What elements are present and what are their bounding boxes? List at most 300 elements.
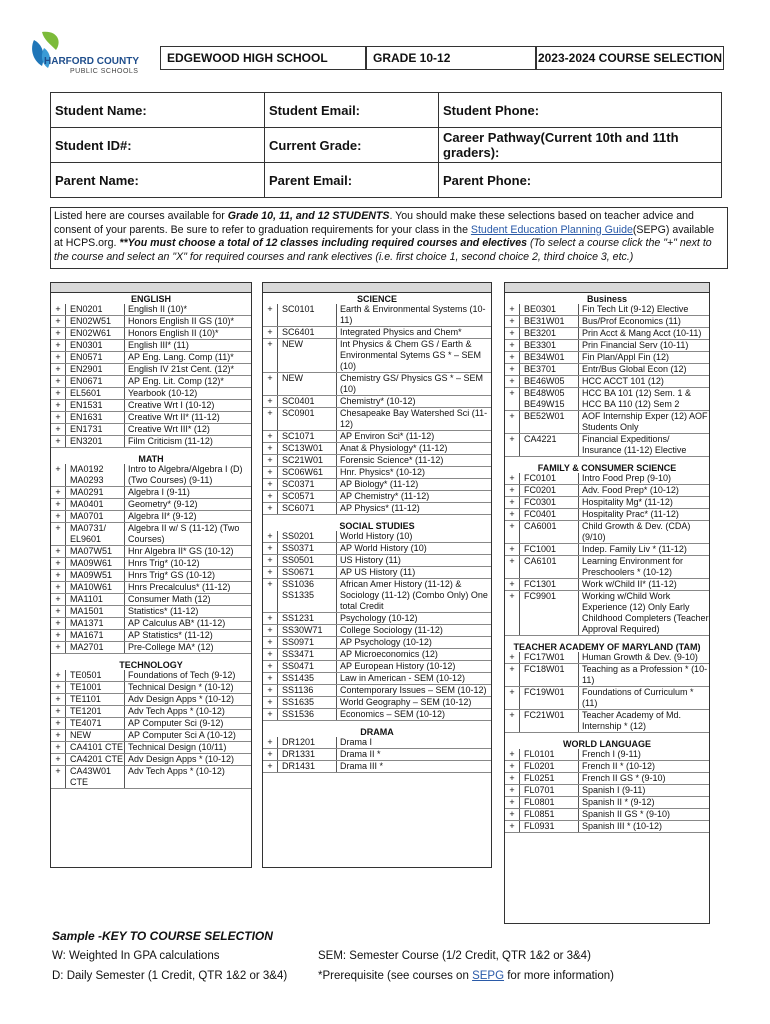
select-course-button[interactable]: + [51, 606, 66, 617]
select-course-button[interactable]: + [505, 340, 520, 351]
course-title: Indep. Family Liv * (11-12) [582, 544, 687, 554]
course-title: English III* (11) [128, 340, 189, 350]
course-title: Fin Plan/Appl Fin (12) [582, 352, 670, 362]
course-title: Algebra II* (9-12) [128, 511, 197, 521]
course-title: World History (10) [340, 531, 413, 541]
select-course-button[interactable]: + [505, 544, 520, 555]
key-title: Sample -KEY TO COURSE SELECTION [52, 929, 273, 943]
parent-phone-field[interactable]: Parent Phone: [439, 163, 722, 198]
select-course-button[interactable]: + [505, 664, 520, 686]
current-grade-field[interactable]: Current Grade: [265, 128, 439, 163]
course-title: Adv Tech Apps * (10-12) [128, 706, 225, 716]
course-code: EL5601 [66, 388, 125, 399]
select-course-button[interactable]: + [505, 749, 520, 760]
course-row [505, 340, 709, 352]
course-code: SS1136 [278, 685, 337, 696]
career-pathway-field[interactable]: Career Pathway(Current 10th and 11th graders): [439, 128, 722, 163]
course-title: Hospitality Mg* (11-12) [582, 497, 673, 507]
course-title: AP Psychology (10-12) [340, 637, 432, 647]
select-course-button[interactable]: + [505, 773, 520, 784]
course-title: HCC BA 101 (12) Sem. 1 & HCC BA 110 (12) Sem 2 [582, 388, 692, 409]
select-course-button[interactable]: + [263, 408, 278, 430]
select-course-button[interactable]: + [51, 436, 66, 447]
course-title: Adv Design Apps * (10-12) [128, 754, 235, 764]
course-code: FC0401 [520, 509, 579, 520]
course-title: African Amer History (11-12) & Sociology (11-12) (Combo Only) One total Credit [340, 579, 488, 611]
select-course-button[interactable]: + [263, 637, 278, 648]
course-title: Chemistry* (10-12) [340, 396, 416, 406]
course-code: MA0291 [66, 487, 125, 498]
section-heading: FAMILY & CONSUMER SCIENCE [537, 463, 677, 473]
select-course-button[interactable]: + [505, 821, 520, 832]
course-code: NEW [278, 373, 337, 395]
school-name: EDGEWOOD HIGH SCHOOL [160, 46, 366, 70]
select-course-button[interactable]: + [505, 376, 520, 387]
select-course-button[interactable]: + [51, 352, 66, 363]
select-course-button[interactable]: + [51, 464, 66, 486]
select-course-button[interactable]: + [51, 424, 66, 435]
course-row [505, 352, 709, 364]
course-row [51, 730, 251, 742]
course-code: FC19W01 [520, 687, 579, 709]
course-code: BE48W05 BE49W15 [520, 388, 579, 410]
select-course-button[interactable]: + [263, 431, 278, 442]
course-row [51, 606, 251, 618]
course-code: FL0851 [520, 809, 579, 820]
course-row [51, 436, 251, 448]
course-title: Honors English II (10)* [128, 328, 219, 338]
course-title: Yearbook (10-12) [128, 388, 198, 398]
select-course-button[interactable]: + [263, 685, 278, 696]
select-course-button[interactable]: + [51, 546, 66, 557]
course-row [51, 424, 251, 436]
select-course-button[interactable]: + [51, 487, 66, 498]
course-row [263, 443, 491, 455]
select-course-button[interactable]: + [263, 697, 278, 708]
course-title: Hnrs Trig* GS (10-12) [128, 570, 216, 580]
course-title: Adv. Food Prep* (10-12) [582, 485, 679, 495]
student-phone-field[interactable]: Student Phone: [439, 93, 722, 128]
column-science-social-drama [262, 282, 492, 868]
course-row [263, 625, 491, 637]
select-course-button[interactable]: + [263, 339, 278, 372]
course-row [51, 742, 251, 754]
course-title: HCC ACCT 101 (12) [582, 376, 664, 386]
section-heading: MATH [138, 454, 164, 464]
course-code: FC1001 [520, 544, 579, 555]
course-title: Chemistry GS/ Physics GS * – SEM (10) [340, 373, 484, 394]
select-course-button[interactable]: + [51, 642, 66, 653]
select-course-button[interactable]: + [505, 485, 520, 496]
course-code: EN1631 [66, 412, 125, 423]
course-code: FC0101 [520, 473, 579, 484]
select-course-button[interactable]: + [505, 352, 520, 363]
select-course-button[interactable]: + [51, 328, 66, 339]
course-code: SC13W01 [278, 443, 337, 454]
hcps-logo [28, 30, 158, 80]
course-row [51, 630, 251, 642]
select-course-button[interactable]: + [263, 467, 278, 478]
course-code: FL0251 [520, 773, 579, 784]
select-course-button[interactable]: + [263, 555, 278, 566]
course-code: MA2701 [66, 642, 125, 653]
course-title: US History (11) [340, 555, 401, 565]
course-title: Hnr Algebra II* GS (10-12) [128, 546, 234, 556]
course-title: Drama II * [340, 749, 381, 759]
select-course-button[interactable]: + [263, 531, 278, 542]
select-course-button[interactable]: + [505, 579, 520, 590]
course-title: Prin Acct & Mang Acct (10-11) [582, 328, 702, 338]
course-title: Adv Tech Apps * (10-12) [128, 766, 225, 776]
course-row [263, 373, 491, 396]
course-code: SS0501 [278, 555, 337, 566]
select-course-button[interactable]: + [505, 364, 520, 375]
course-row [505, 434, 709, 457]
course-title: Adv Design Apps * (10-12) [128, 694, 235, 704]
course-code: SS30W71 [278, 625, 337, 636]
course-row [505, 821, 709, 833]
course-code: EN02W51 [66, 316, 125, 327]
select-course-button[interactable]: + [263, 709, 278, 720]
course-code: MA0701 [66, 511, 125, 522]
course-code: FC21W01 [520, 710, 579, 732]
logo-line1: HARFORD COUNTY [44, 56, 139, 67]
parent-name-field[interactable]: Parent Name: [51, 163, 265, 198]
course-code: SS0671 [278, 567, 337, 578]
course-row [263, 649, 491, 661]
course-code: CA6001 [520, 521, 579, 543]
course-title: Technical Design * (10-12) [128, 682, 234, 692]
select-course-button[interactable]: + [505, 761, 520, 772]
course-title: Hnrs Trig* (10-12) [128, 558, 200, 568]
select-course-button[interactable]: + [505, 434, 520, 456]
column-business-fcs-tam-lang [504, 282, 710, 924]
course-title: AP Computer Sci (9-12) [128, 718, 224, 728]
course-row [263, 697, 491, 709]
select-course-button[interactable]: + [51, 558, 66, 569]
select-course-button[interactable]: + [51, 316, 66, 327]
sepg-key-link[interactable]: SEPG [472, 970, 505, 982]
course-row [263, 567, 491, 579]
course-code: SS1536 [278, 709, 337, 720]
course-title: Spanish I (9-11) [582, 785, 646, 795]
select-course-button[interactable]: + [263, 625, 278, 636]
section-heading: Business [586, 294, 628, 304]
select-course-button[interactable]: + [505, 497, 520, 508]
selection-year: 2023-2024 COURSE SELECTION [536, 46, 724, 70]
course-code: DR1331 [278, 749, 337, 760]
course-title: Algebra I (9-11) [128, 487, 190, 497]
course-row [263, 709, 491, 721]
course-code: NEW [66, 730, 125, 741]
course-title: Spanish III * (10-12) [582, 821, 663, 831]
course-code: FC0301 [520, 497, 579, 508]
course-code: SS0201 [278, 531, 337, 542]
select-course-button[interactable]: + [505, 556, 520, 578]
course-code: SC06W61 [278, 467, 337, 478]
course-title: Drama III * [340, 761, 384, 771]
course-code: SS0971 [278, 637, 337, 648]
course-row [263, 327, 491, 339]
select-course-button[interactable]: + [263, 327, 278, 338]
course-code: CA4221 [520, 434, 579, 456]
select-course-button[interactable]: + [263, 443, 278, 454]
select-course-button[interactable]: + [505, 785, 520, 796]
select-course-button[interactable]: + [51, 499, 66, 510]
course-title: Working w/Child Work Experience (12) Only Early Childhood Completers (Teacher Approval Required) [582, 591, 709, 634]
select-course-button[interactable]: + [51, 388, 66, 399]
course-title: AP Physics* (11-12) [340, 503, 420, 513]
course-code: MA1671 [66, 630, 125, 641]
key-daily: D: Daily Semester (1 Credit, QTR 1&2 or 3&4) [52, 970, 288, 982]
course-row [51, 376, 251, 388]
select-course-button[interactable]: + [51, 766, 66, 788]
course-row [505, 797, 709, 809]
course-code: SC0371 [278, 479, 337, 490]
select-course-button[interactable]: + [263, 749, 278, 760]
student-id-field[interactable]: Student ID#: [51, 128, 265, 163]
course-title: Pre-College MA* (12) [128, 642, 214, 652]
course-code: BE46W05 [520, 376, 579, 387]
select-course-button[interactable]: + [263, 543, 278, 554]
course-row [263, 613, 491, 625]
select-course-button[interactable]: + [263, 661, 278, 672]
course-code: MA1501 [66, 606, 125, 617]
course-code: SC21W01 [278, 455, 337, 466]
select-course-button[interactable]: + [51, 570, 66, 581]
select-course-button[interactable]: + [51, 630, 66, 641]
course-title: AP Environ Sci* (11-12) [340, 431, 435, 441]
section-heading: TECHNOLOGY [119, 660, 183, 670]
select-course-button[interactable]: + [51, 582, 66, 593]
course-title: Anat & Physiology* (11-12) [340, 443, 448, 453]
select-course-button[interactable]: + [505, 411, 520, 433]
select-course-button[interactable]: + [263, 579, 278, 612]
course-title: French II * (10-12) [582, 761, 656, 771]
select-course-button[interactable]: + [51, 523, 66, 545]
course-title: AOF Internship Exper (12) AOF Students Only [582, 411, 708, 432]
instructions: Listed here are courses available for Grade 10, 11, and 12 STUDENTS. You should make these selections based on teacher advice and consent of your parents. Be sure to refer to graduation requirements for your class in the Student Education Planning Guide(SEPG) available at HCPS.org. **You must choose a total of 12 classes including required courses and electives (To select a course click the "+" next to the course and select an "X" for required courses and rank electives (i.e. first choice 1, second choice 2, third choice 3, etc.) [50, 207, 728, 269]
section-heading: DRAMA [360, 727, 394, 737]
course-code: BE3301 [520, 340, 579, 351]
select-course-button[interactable]: + [263, 613, 278, 624]
key-prerequisite: *Prerequisite (see courses on SEPG for more information) [318, 970, 614, 982]
select-course-button[interactable]: + [505, 591, 520, 635]
select-course-button[interactable]: + [505, 388, 520, 410]
select-course-button[interactable]: + [263, 455, 278, 466]
course-row [263, 455, 491, 467]
course-row [51, 546, 251, 558]
select-course-button[interactable]: + [505, 652, 520, 663]
course-row [505, 710, 709, 733]
course-title: Earth & Environmental Systems (10-11) [340, 304, 486, 325]
course-title: AP Calculus AB* (11-12) [128, 618, 226, 628]
course-title: English IV 21st Cent. (12)* [128, 364, 235, 374]
course-code: TE0501 [66, 670, 125, 681]
course-title: Geometry* (9-12) [128, 499, 198, 509]
select-course-button[interactable]: + [505, 710, 520, 732]
select-course-button[interactable]: + [263, 373, 278, 395]
select-course-button[interactable]: + [263, 567, 278, 578]
course-code: FL0931 [520, 821, 579, 832]
course-row [505, 579, 709, 591]
course-title: AP Chemistry* (11-12) [340, 491, 430, 501]
select-course-button[interactable]: + [505, 797, 520, 808]
course-row [51, 388, 251, 400]
course-code: SS0471 [278, 661, 337, 672]
course-code: CA6101 [520, 556, 579, 578]
course-title: Creative Wrt III* (12) [128, 424, 210, 434]
course-title: Forensic Science* (11-12) [340, 455, 444, 465]
course-row [51, 718, 251, 730]
course-code: TE1201 [66, 706, 125, 717]
course-code: BE31W01 [520, 316, 579, 327]
course-row [505, 316, 709, 328]
select-course-button[interactable]: + [51, 682, 66, 693]
select-course-button[interactable]: + [51, 670, 66, 681]
course-title: Hnrs Precalculus* (11-12) [128, 582, 231, 592]
select-course-button[interactable]: + [51, 412, 66, 423]
select-course-button[interactable]: + [505, 521, 520, 543]
course-code: FC17W01 [520, 652, 579, 663]
select-course-button[interactable]: + [51, 594, 66, 605]
select-course-button[interactable]: + [263, 479, 278, 490]
select-course-button[interactable]: + [505, 473, 520, 484]
course-row [505, 411, 709, 434]
select-course-button[interactable]: + [263, 649, 278, 660]
course-row [263, 555, 491, 567]
course-row [263, 737, 491, 749]
course-code: MA0731/ EL9601 [66, 523, 125, 545]
select-course-button[interactable]: + [505, 687, 520, 709]
course-title: Psychology (10-12) [340, 613, 418, 623]
course-title: AP Biology* (11-12) [340, 479, 419, 489]
course-row [505, 376, 709, 388]
course-code: SS1231 [278, 613, 337, 624]
student-info-table [50, 92, 722, 198]
course-row [51, 340, 251, 352]
select-course-button[interactable]: + [505, 316, 520, 327]
course-title: AP Eng. Lit. Comp (12)* [128, 376, 224, 386]
course-code: EN3201 [66, 436, 125, 447]
select-course-button[interactable]: + [51, 742, 66, 753]
course-row [505, 809, 709, 821]
course-title: French I (9-11) [582, 749, 641, 759]
select-course-button[interactable]: + [51, 730, 66, 741]
course-code: MA09W51 [66, 570, 125, 581]
course-key-2 [318, 946, 614, 986]
course-code: EN02W61 [66, 328, 125, 339]
sepg-link[interactable]: Student Education Planning Guide [470, 223, 633, 236]
select-course-button[interactable]: + [263, 503, 278, 514]
course-code: EN1731 [66, 424, 125, 435]
course-code: SS0371 [278, 543, 337, 554]
select-course-button[interactable]: + [51, 511, 66, 522]
course-row [263, 531, 491, 543]
course-code: MA10W61 [66, 582, 125, 593]
course-code: SC0571 [278, 491, 337, 502]
course-code: MA1371 [66, 618, 125, 629]
select-course-button[interactable]: + [51, 364, 66, 375]
course-code: FL0701 [520, 785, 579, 796]
select-course-button[interactable]: + [263, 737, 278, 748]
course-code: TE1001 [66, 682, 125, 693]
select-course-button[interactable]: + [51, 754, 66, 765]
course-title: Child Growth & Dev. (CDA) (9/10) [582, 521, 691, 542]
course-row [263, 479, 491, 491]
course-title: Intro Food Prep (9-10) [582, 473, 672, 483]
course-code: DR1201 [278, 737, 337, 748]
course-title: Contemporary Issues – SEM (10-12) [340, 685, 487, 695]
course-title: Fin Tech Lit (9-12) Elective [582, 304, 689, 314]
course-code: FL0801 [520, 797, 579, 808]
select-course-button[interactable]: + [51, 694, 66, 705]
course-title: AP Statistics* (11-12) [128, 630, 213, 640]
course-row [505, 687, 709, 710]
column-english-math-tech [50, 282, 252, 868]
course-title: Prin Financial Serv (10-11) [582, 340, 689, 350]
course-row [505, 497, 709, 509]
select-course-button[interactable]: + [263, 304, 278, 326]
grade-range: GRADE 10-12 [366, 46, 536, 70]
course-row [263, 396, 491, 408]
select-course-button[interactable]: + [51, 718, 66, 729]
select-course-button[interactable]: + [263, 396, 278, 407]
course-title: Human Growth & Dev. (9-10) [582, 652, 698, 662]
select-course-button[interactable]: + [51, 340, 66, 351]
select-course-button[interactable]: + [51, 376, 66, 387]
course-row [51, 352, 251, 364]
course-code: SS1435 [278, 673, 337, 684]
course-row [505, 773, 709, 785]
student-email-field[interactable]: Student Email: [265, 93, 439, 128]
select-course-button[interactable]: + [51, 304, 66, 315]
select-course-button[interactable]: + [51, 400, 66, 411]
course-row [51, 766, 251, 789]
course-row [505, 364, 709, 376]
select-course-button[interactable]: + [505, 809, 520, 820]
select-course-button[interactable]: + [505, 328, 520, 339]
course-row [505, 761, 709, 773]
course-row [263, 637, 491, 649]
course-title: Consumer Math (12) [128, 594, 211, 604]
course-code: MA09W61 [66, 558, 125, 569]
course-row [51, 558, 251, 570]
course-title: Creative Wrt I (10-12) [128, 400, 215, 410]
course-row [51, 487, 251, 499]
course-row [263, 503, 491, 515]
course-code: BE3701 [520, 364, 579, 375]
course-title: Hnr. Physics* (10-12) [340, 467, 426, 477]
parent-email-field[interactable]: Parent Email: [265, 163, 439, 198]
course-code: FL0101 [520, 749, 579, 760]
select-course-button[interactable]: + [51, 618, 66, 629]
course-title: Intro to Algebra/Algebra I (D) (Two Courses) (9-11) [128, 464, 243, 485]
select-course-button[interactable]: + [263, 761, 278, 772]
select-course-button[interactable]: + [263, 491, 278, 502]
student-name-field[interactable]: Student Name: [51, 93, 265, 128]
select-course-button[interactable]: + [51, 706, 66, 717]
course-row [505, 556, 709, 579]
course-title: Drama I [340, 737, 373, 747]
select-course-button[interactable]: + [505, 304, 520, 315]
course-row [263, 661, 491, 673]
select-course-button[interactable]: + [263, 673, 278, 684]
select-course-button[interactable]: + [505, 509, 520, 520]
course-row [505, 664, 709, 687]
course-row [263, 304, 491, 327]
course-code: SC0401 [278, 396, 337, 407]
